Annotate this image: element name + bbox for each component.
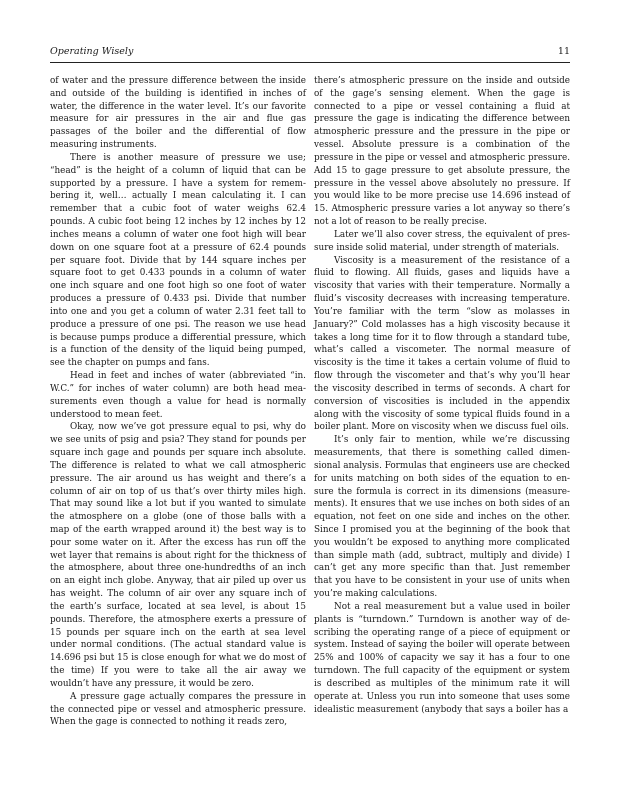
paragraph: of water and the pressure difference between the inside and outside of the building is identified in inches of water, the difference in the water level. It’s our favorite measure for air pressures in the air and flue gas passages of the boiler and the differential of flow measuring instruments. [50, 76, 306, 151]
paragraph: Okay, now we’ve got pressure equal to psi, why do we see units of psig and psia? They stand for pounds per square inch gage and pounds per square inch absolute. The difference is related to what we call atmospheric pressure. The air around us has weight and there’s a column of air on top of us that’s over thirty miles high. That may sound like a lot but if you wanted to simulate the atmosphere on a globe (one of those balls with a map of the earth wrapped around it) the best way is to pour some water on it. After the excess has run off the wet layer that remains is about right for the thickness of the atmosphere, about three one-hundredths of an inch on an eight inch globe. Anyway, that air piled up over us has weight. The column of air over any square inch of the earth’s surface, located at sea level, is about 15 pounds. Therefore, the atmosphere exerts a pressure of 15 pounds per square inch on the earth at sea level under normal conditions. (The actual standard value is 14.696 psi but 15 is close enough for what we do most of the time) If you were to take all the air away we wouldn’t have any pressure, it would be zero. [50, 422, 306, 689]
paragraph: It’s only fair to mention, while we’re discussing measurements, that there is something called dimensional analysis. Formulas that engineers use are checked for units matching on both sides of the equation to ensure the formula is correct in its dimensions (measurements). It ensures that we use inches on both sides of an equation, not feet on one side and inches on the other. Since I promised you at the beginning of the book that you wouldn’t be exposed to anything more complicated than simple math (add, subtract, multiply and divide) I can’t get any more specific than that. Just remember that you have to be consistent in your use of units when you’re making calculations. [314, 435, 570, 600]
right-column [314, 75, 570, 716]
paragraph: A pressure gage actually compares the pressure in the connected pipe or vessel and atmospheric pressure. When the gage is connected to nothing it reads zero, [50, 691, 306, 728]
paragraph: There is another measure of pressure we use; “head” is the height of a column of liquid that can be supported by a pressure. I have a system for remembering it, well… actually I mean calculating it. I can remember that a cubic foot of water weighs 62.4 pounds. A cubic foot being 12 inches by 12 inches by 12 inches means a column of water one foot high will bear down on one square foot at a pressure of 62.4 pounds per square foot. Divide that by 144 square inches per square foot to get 0.433 pounds in a column of water one inch square and one foot high so one foot of water produces a pressure of 0.433 psi. Divide that number into one and you get a column of water 2.31 feet tall to produce a pressure of one psi. The reason we use head is because pumps produce a differential pressure, which is a function of the density of the liquid being pumped, see the chapter on pumps and fans. [50, 152, 306, 369]
paragraph: there’s atmospheric pressure on the inside and outside of the gage’s sensing element. When the gage is connected to a pipe or vessel containing a fluid at pressure the gage is indicating the difference between atmospheric pressure and the pressure in the pipe or vessel. Absolute pressure is a combination of the pressure in the pipe or vessel and atmospheric pressure. Add 15 to gage pressure to get absolute pressure, the pressure in the vessel above absolutely no pressure. If you would like to be more precise use 14.696 instead of 15. Atmospheric pressure varies a lot anyway so there’s not a lot of reason to be really precise. [314, 76, 570, 228]
paragraph: Viscosity is a measurement of the resistance of a fluid to flowing. All fluids, gases and liquids have a viscosity that varies with their temperature. Normally a fluid’s viscosity decreases with increasing temperature. You’re familiar with the term “slow as molasses in January?” Cold molasses has a high viscosity because it takes a long time for it to flow through a standard tube, what’s called a viscometer. The normal measure of viscosity is the time it takes a certain volume of fluid to flow through the viscometer and that’s why you’ll hear the viscosity described in terms of seconds. A chart for conversion of viscosities is included in the appendix along with the viscosity of some typical fluids found in a boiler plant. More on viscosity when we discuss fuel oils. [314, 255, 570, 433]
paragraph: Head in feet and inches of water (abbreviated “in. W.C.” for inches of water column) are both head measurements even though a value for head is normally understood to mean feet. [50, 371, 306, 420]
paragraph: Not a real measurement but a value used in boiler plants is “turndown.” Turndown is another way of describing the operating range of a piece of equipment or system. Instead of saying the boiler will operate between 25% and 100% of capacity we say it has a four to one turndown. The full capacity of the equipment or system is described as multiples of the minimum rate it will operate at. Unless you run into someone that uses some idealistic measurement (anybody that says a boiler has a [314, 601, 571, 715]
page-header [50, 44, 570, 63]
left-column [50, 75, 306, 729]
running-title: Operating Wisely [50, 46, 134, 57]
page-number: 11 [557, 46, 570, 57]
paragraph: Later we’ll also cover stress, the equivalent of pressure inside solid material, under strength of materials. [314, 229, 570, 253]
